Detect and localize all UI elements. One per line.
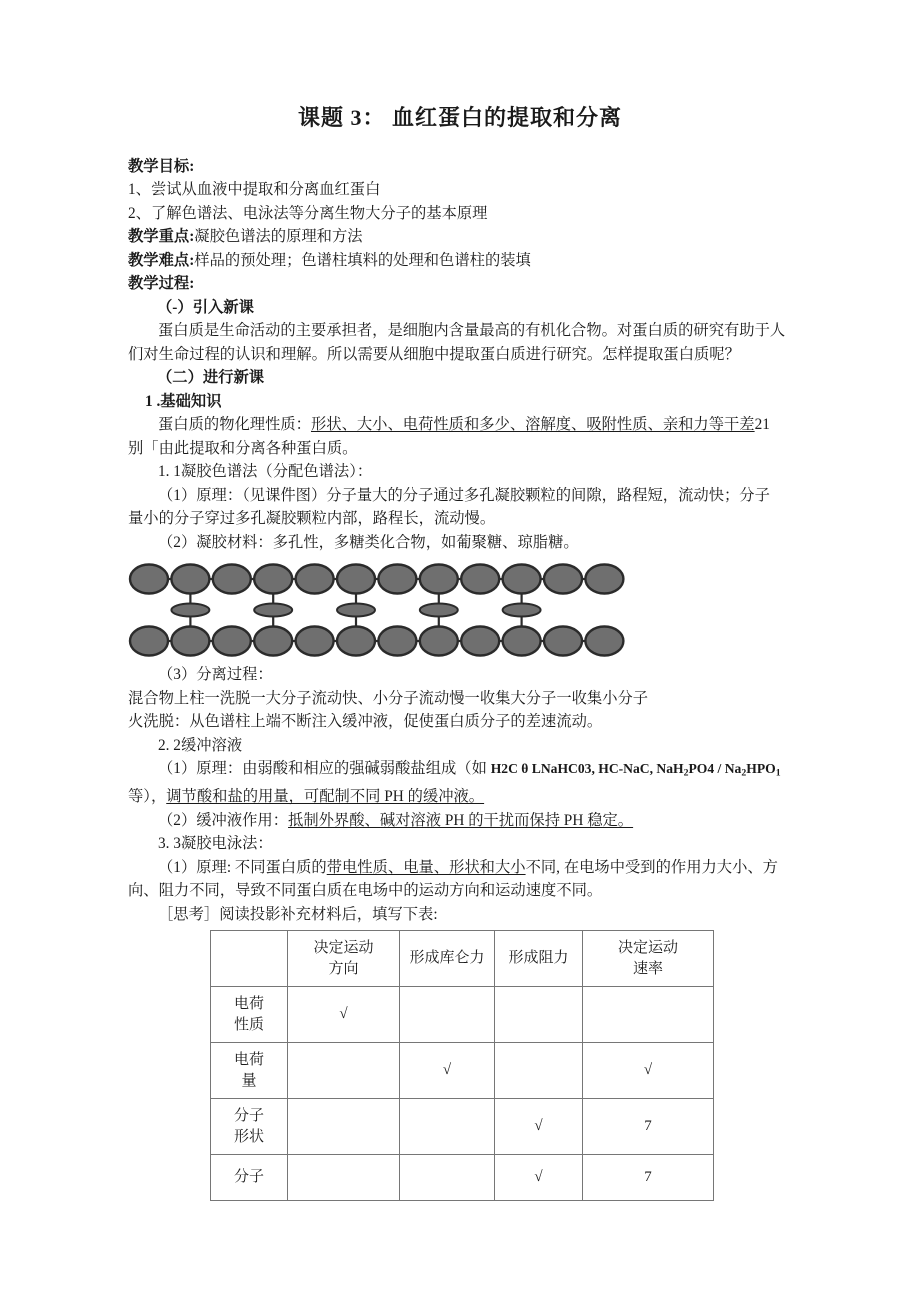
formula-part-2: PO4 / Na	[688, 761, 742, 777]
gel-structure-svg	[128, 563, 628, 657]
gel-particle-circle	[378, 565, 416, 594]
formula-sub-b: 2	[741, 767, 747, 779]
electrophoresis-principle-line-2: 向、阻力不同，导致不同蛋白质在电场中的运动方向和运动速度不同。	[128, 882, 603, 900]
gel-particle-circle	[213, 627, 251, 656]
table-cell-r3-c3[interactable]: 7	[583, 1155, 714, 1201]
intro-paragraph-line-2: 们对生命过程的认识和理解。所以需要从细胞中提取蛋白质进行研究。怎样提取蛋白质呢？	[128, 345, 740, 363]
electrophoresis-heading: 3. 3凝胶电泳法：	[158, 835, 273, 853]
buffer-principle-line-1	[128, 757, 792, 785]
table-header-cell-1	[288, 931, 400, 987]
table-cell-r2-c3[interactable]: 7	[583, 1099, 714, 1155]
table-row-label-3	[211, 1155, 288, 1201]
buffer-line2-prefix: 等），	[128, 788, 167, 806]
gel-chromatography-heading: 1. 1凝胶色谱法（分配色谱法）：	[158, 463, 373, 481]
electro-principle-suffix: 不同, 在电场中受到的作用力大小、方	[525, 858, 778, 876]
table-row	[211, 1043, 714, 1099]
table-cell-r1-c3[interactable]: √	[583, 1043, 714, 1099]
header-line-2: 速率	[632, 960, 663, 977]
table-header-cell-0	[211, 931, 288, 987]
table-row	[211, 987, 714, 1043]
gel-particle-circle	[171, 565, 209, 594]
electrophoresis-principle-line-1	[128, 856, 792, 880]
gel-particle-circle	[171, 627, 209, 656]
buffer-chemical-formula	[490, 761, 781, 779]
table-cell-r3-c2[interactable]: √	[495, 1155, 583, 1201]
formula-part-3: HPO	[746, 761, 776, 777]
gel-particle-circle	[420, 565, 458, 594]
objective-item-1: 1、尝试从血液中提取和分离血红蛋白	[128, 181, 381, 199]
buffer-effect-line	[128, 809, 792, 833]
gel-pore-ellipse	[337, 604, 375, 617]
gel-particle-circle	[213, 565, 251, 594]
table-cell-r0-c0[interactable]: √	[288, 987, 400, 1043]
table-cell-r3-c0[interactable]	[288, 1155, 400, 1201]
gel-particle-circle	[378, 627, 416, 656]
table-cell-r2-c2[interactable]: √	[495, 1099, 583, 1155]
table-cell-r1-c2[interactable]	[495, 1043, 583, 1099]
gel-particle-circle	[544, 627, 582, 656]
gel-particle-circle	[254, 627, 292, 656]
gel-particle-circle	[461, 565, 499, 594]
objectives-label: 教学目标:	[128, 157, 195, 175]
formula-sub-c: 1	[775, 767, 781, 779]
key-point-line	[128, 225, 792, 249]
gel-particle-circle	[337, 565, 375, 594]
gel-pore-ellipse	[420, 604, 458, 617]
table-cell-r3-c1[interactable]	[400, 1155, 495, 1201]
table-header-cell-2	[400, 931, 495, 987]
gel-principle-line-2: 量小的分子穿过多孔凝胶颗粒内部，路程长，流动慢。	[128, 510, 496, 528]
gel-particle-circle	[585, 565, 623, 594]
buffer-principle-prefix: （1）原理：由弱酸和相应的强碱弱酸盐组成（如	[158, 760, 491, 778]
row-label-line-2: 性质	[233, 1016, 264, 1033]
difficulty-text: 样品的预处理；色谱柱填料的处理和色谱柱的装填	[194, 251, 531, 269]
gel-pore-ellipse	[254, 604, 292, 617]
gel-particle-circle	[130, 627, 168, 656]
row-label-line-1: 分子	[233, 1169, 264, 1186]
difficulty-line	[128, 249, 792, 273]
header-line-2: 形成阻力	[508, 950, 569, 967]
process-label: 教学过程:	[128, 275, 195, 293]
table-cell-r1-c0[interactable]	[288, 1043, 400, 1099]
gel-particle-circle	[420, 627, 458, 656]
basics-properties-line-1	[128, 413, 792, 437]
gel-particle-circle	[254, 565, 292, 594]
gel-particle-circle	[461, 627, 499, 656]
formula-sub-a: 2	[683, 767, 689, 779]
table-cell-r0-c3[interactable]	[583, 987, 714, 1043]
gel-particle-circle	[130, 565, 168, 594]
intro-paragraph-line-1: 蛋白质是生命活动的主要承担者，是细胞内含量最高的有机化合物。对蛋白质的研究有助于人	[158, 322, 786, 340]
gel-pore-ellipse	[171, 604, 209, 617]
table-row-label-0	[211, 987, 288, 1043]
basics-underlined-text: 形状、大小、电荷性质和多少、溶解度、吸附性质、亲和力等干差	[310, 416, 755, 434]
gel-particle-circle	[296, 627, 334, 656]
row-label-line-1: 电荷	[233, 1051, 264, 1068]
gel-particle-circle	[585, 627, 623, 656]
table-row	[211, 1099, 714, 1155]
gel-material-line: （2）凝胶材料：多孔性，多糖类化合物，如葡聚糖、琼脂糖。	[158, 533, 579, 551]
table-row-label-1	[211, 1043, 288, 1099]
table-header-cell-3	[495, 931, 583, 987]
key-point-text: 凝胶色谱法的原理和方法	[194, 228, 363, 246]
page-title: 课题 3： 血红蛋白的提取和分离	[297, 105, 622, 130]
think-prompt: ［思考］阅读投影补充材料后，填写下表:	[158, 905, 438, 923]
gel-particle-circle	[503, 627, 541, 656]
gel-pore-ellipses	[171, 604, 540, 617]
gel-particle-circle	[503, 565, 541, 594]
think-table-wrapper	[128, 930, 792, 1201]
buffer-principle-line-2	[128, 785, 792, 809]
table-cell-r1-c1[interactable]: √	[400, 1043, 495, 1099]
basics-properties-line-2: 别「由此提取和分离各种蛋白质。	[128, 439, 358, 457]
key-point-label: 教学重点:	[128, 228, 195, 246]
electro-principle-prefix: （1）原理: 不同蛋白质的	[158, 858, 327, 876]
electro-principle-underlined: 带电性质、电量、形状和大小	[326, 858, 526, 876]
table-cell-r2-c1[interactable]	[400, 1099, 495, 1155]
gel-structure-diagram	[128, 563, 628, 657]
new-lesson-heading: （二）进行新课	[157, 369, 265, 387]
table-header-cell-4	[583, 931, 714, 987]
intro-heading: （-）引入新课	[157, 298, 254, 316]
basics-heading: 1 .基础知识	[145, 392, 222, 410]
table-row-label-2	[211, 1099, 288, 1155]
header-line-1: 决定运动	[313, 939, 374, 956]
think-table-body	[211, 931, 714, 1201]
gel-particle-circle	[544, 565, 582, 594]
row-label-line-1: 电荷	[233, 995, 264, 1012]
buffer-effect-underlined: 抵制外界酸、碱对溶液 PH 的干扰而保持 PH 稳定。	[288, 811, 634, 829]
table-cell-r2-c0[interactable]	[288, 1099, 400, 1155]
row-label-line-2: 形状	[233, 1128, 264, 1145]
formula-part-1: H2C θ LNaHC03, HC-NaC, NaH	[490, 761, 684, 777]
buffer-solution-heading: 2. 2缓冲溶液	[158, 736, 243, 754]
gel-pore-ellipse	[503, 604, 541, 617]
table-header-row	[211, 931, 714, 987]
basics-trailing-number: 21	[754, 416, 770, 434]
header-line-1: 决定运动	[617, 939, 678, 956]
think-table	[210, 930, 714, 1201]
separation-process-line-2: 火洗脱：从色谱柱上端不断注入缓冲液，促使蛋白质分子的差速流动。	[128, 713, 603, 731]
buffer-effect-prefix: （2）缓冲液作用：	[158, 811, 289, 829]
difficulty-label: 教学难点:	[128, 251, 195, 269]
table-row	[211, 1155, 714, 1201]
header-line-2: 方向	[328, 960, 359, 977]
separation-process-heading: （3）分离过程：	[158, 666, 273, 684]
document-body	[128, 104, 792, 1201]
gel-principle-line-1: （1）原理：（见课件图）分子量大的分子通过多孔凝胶颗粒的间隙，路程短，流动快；分子	[158, 486, 770, 504]
objective-item-2: 2、了解色谱法、电泳法等分离生物大分子的基本原理	[128, 204, 488, 222]
buffer-line2-underlined: 调节酸和盐的用量，可配制不同 PH 的缓冲液。	[166, 788, 485, 806]
table-cell-r0-c2[interactable]	[495, 987, 583, 1043]
gel-particle-circle	[337, 627, 375, 656]
gel-particle-circle	[296, 565, 334, 594]
separation-process-line-1: 混合物上柱一洗脱一大分子流动快、小分子流动慢一收集大分子一收集小分子	[128, 689, 649, 707]
basics-lead: 蛋白质的物化理性质：	[158, 416, 311, 434]
row-label-line-1: 分子	[233, 1107, 264, 1124]
table-cell-r0-c1[interactable]	[400, 987, 495, 1043]
row-label-line-2: 量	[241, 1072, 257, 1089]
header-line-2: 形成库仑力	[409, 950, 485, 967]
